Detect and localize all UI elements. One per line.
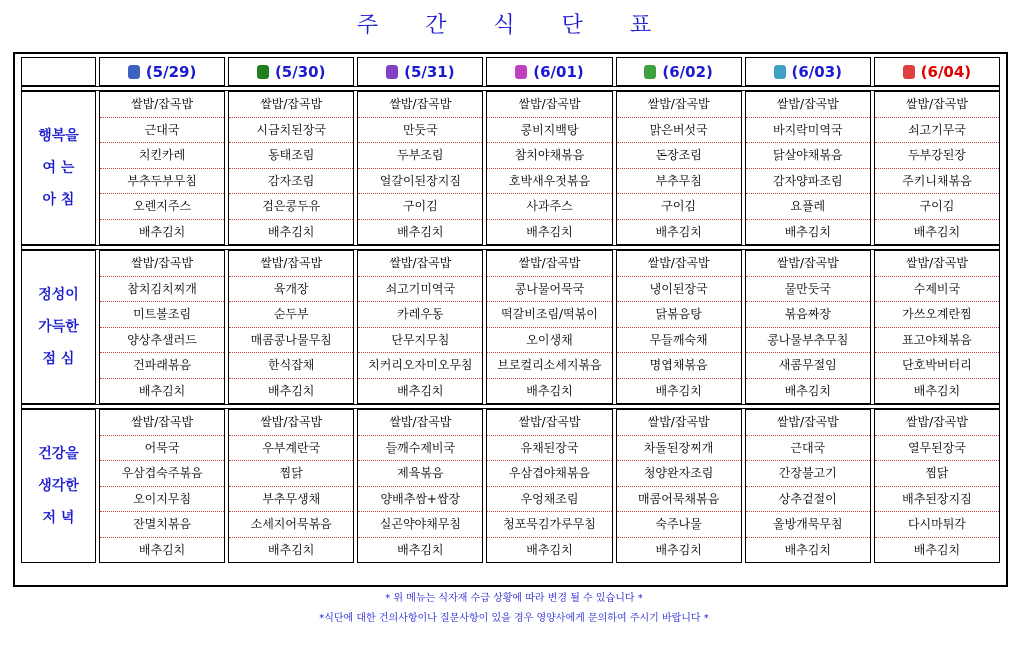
menu-item: 매콤어묵채볶음 <box>617 487 741 513</box>
menu-item: 배추김치 <box>138 224 186 239</box>
menu-cell <box>874 250 1000 404</box>
menu-item: 청양완자조림 <box>617 461 741 487</box>
menu-item: 쌀밥/잡곡밥 <box>487 251 611 277</box>
day-header: (6/03) <box>745 57 871 86</box>
menu-item: 쌀밥/잡곡밥 <box>875 92 999 118</box>
menu-cell <box>616 409 742 563</box>
menu-item: 단무지무침 <box>358 328 482 354</box>
menu-item: 배추김치 <box>397 224 444 239</box>
menu-item: 두부조림 <box>358 143 482 169</box>
menu-item: 쌀밥/잡곡밥 <box>617 92 741 118</box>
menu-cell <box>357 409 483 563</box>
menu-item: 배추김치 <box>655 224 702 239</box>
day-header: (5/31) <box>357 57 483 86</box>
menu-item: 배추김치 <box>138 542 186 557</box>
meal-label-line: 저 녁 <box>42 510 75 526</box>
menu-item: 쌀밥/잡곡밥 <box>746 92 870 118</box>
menu-item: 오이지무침 <box>100 487 224 513</box>
menu-item: 요플레 <box>746 194 870 220</box>
menu-cell <box>616 250 742 404</box>
menu-item: 쌀밥/잡곡밥 <box>875 410 999 436</box>
menu-item: 청포묵김가루무침 <box>487 512 611 538</box>
menu-item: 볶음짜장 <box>746 302 870 328</box>
menu-cell <box>486 91 612 245</box>
menu-item: 잔멸치볶음 <box>100 512 224 538</box>
menu-item: 돈장조림 <box>617 143 741 169</box>
menu-item: 차돌된장찌개 <box>617 436 741 462</box>
menu-item: 쌀밥/잡곡밥 <box>617 410 741 436</box>
menu-item: 쌀밥/잡곡밥 <box>746 251 870 277</box>
menu-item: 숙주나물 <box>617 512 741 538</box>
menu-cell <box>357 91 483 245</box>
menu-item: 배추김치 <box>268 383 315 398</box>
day-header: (6/04) <box>874 57 1000 86</box>
menu-item: 닭살야채볶음 <box>746 143 870 169</box>
menu-item: 배추김치 <box>526 383 573 398</box>
menu-item: 유채된장국 <box>487 436 611 462</box>
menu-item: 사과주스 <box>487 194 611 220</box>
menu-item: 배추김치 <box>913 224 961 239</box>
menu-item: 구이김 <box>875 194 999 220</box>
menu-item: 가쓰오계란찜 <box>875 302 999 328</box>
meal-label-line: 정성이 <box>38 287 79 303</box>
menu-cell <box>228 409 354 563</box>
flower-icon <box>257 65 269 79</box>
menu-item: 냉이된장국 <box>617 277 741 303</box>
menu-item: 콩비지백탕 <box>487 118 611 144</box>
menu-item: 치킨카레 <box>100 143 224 169</box>
menu-item: 다시마튀각 <box>875 512 999 538</box>
menu-item: 오렌지주스 <box>100 194 224 220</box>
menu-item: 쌀밥/잡곡밥 <box>100 92 224 118</box>
menu-item: 쌀밥/잡곡밥 <box>100 410 224 436</box>
menu-item: 육개장 <box>229 277 353 303</box>
menu-item: 참치김치찌개 <box>100 277 224 303</box>
menu-item: 우삼겹야채볶음 <box>487 461 611 487</box>
menu-item: 맑은버섯국 <box>617 118 741 144</box>
flower-icon <box>515 65 527 79</box>
menu-item: 오이생채 <box>487 328 611 354</box>
flower-icon <box>128 65 140 79</box>
menu-item: 근대국 <box>100 118 224 144</box>
flower-icon <box>386 65 398 79</box>
menu-item: 배추김치 <box>913 542 961 557</box>
menu-item: 치커리오자미오무침 <box>358 353 482 379</box>
meal-label-line: 행복을 <box>38 128 79 144</box>
menu-item: 참치야채볶음 <box>487 143 611 169</box>
flower-icon <box>774 65 786 79</box>
menu-item: 새콤무절임 <box>746 353 870 379</box>
menu-item: 미트볼조림 <box>100 302 224 328</box>
menu-item: 물만둣국 <box>746 277 870 303</box>
menu-item: 배추김치 <box>526 224 573 239</box>
menu-item: 양배추쌈+쌈장 <box>358 487 482 513</box>
menu-item: 콩나물부추무침 <box>746 328 870 354</box>
menu-item: 우부계란국 <box>229 436 353 462</box>
menu-cell <box>99 91 225 245</box>
menu-item: 양상추샐러드 <box>100 328 224 354</box>
menu-cell <box>357 250 483 404</box>
menu-item: 쌀밥/잡곡밥 <box>100 251 224 277</box>
menu-item: 쇠고기미역국 <box>358 277 482 303</box>
day-header: (6/01) <box>486 57 612 86</box>
menu-item: 근대국 <box>746 436 870 462</box>
meal-label <box>21 409 96 563</box>
menu-item: 올방개묵무침 <box>746 512 870 538</box>
notice-change: * 위 메뉴는 식자재 수급 상황에 따라 변경 될 수 있습니다 * <box>385 593 643 604</box>
meal-label-line: 점 심 <box>42 351 75 367</box>
menu-cell <box>486 250 612 404</box>
menu-item: 간장불고기 <box>746 461 870 487</box>
menu-item: 구이김 <box>358 194 482 220</box>
day-header: (5/29) <box>99 57 225 86</box>
menu-item: 쌀밥/잡곡밥 <box>229 251 353 277</box>
menu-item: 배추김치 <box>268 224 315 239</box>
menu-item: 배추김치 <box>268 542 315 557</box>
menu-item: 쌀밥/잡곡밥 <box>358 251 482 277</box>
menu-item: 동태조림 <box>229 143 353 169</box>
menu-item: 찜닭 <box>875 461 999 487</box>
corner-cell <box>21 57 96 86</box>
meal-row <box>21 409 1000 563</box>
meal-label <box>21 91 96 245</box>
meal-row <box>21 91 1000 245</box>
menu-item: 단호박버터리 <box>875 353 999 379</box>
menu-item: 배추김치 <box>397 383 444 398</box>
menu-item: 한식잡채 <box>229 353 353 379</box>
menu-item: 카레우동 <box>358 302 482 328</box>
menu-cell <box>745 409 871 563</box>
menu-item: 찜닭 <box>229 461 353 487</box>
menu-item: 검은콩두유 <box>229 194 353 220</box>
weekly-menu-table <box>18 57 1003 563</box>
menu-item: 건파래볶음 <box>100 353 224 379</box>
menu-item: 우삼겹숙주볶음 <box>100 461 224 487</box>
menu-item: 두부강된장 <box>875 143 999 169</box>
menu-cell <box>228 250 354 404</box>
menu-item: 무들깨숙채 <box>617 328 741 354</box>
meal-label-line: 가득한 <box>38 319 79 335</box>
menu-item: 쌀밥/잡곡밥 <box>617 251 741 277</box>
menu-item: 떡갈비조림/떡볶이 <box>487 302 611 328</box>
menu-cell <box>745 250 871 404</box>
day-header: (6/02) <box>616 57 742 86</box>
flower-icon <box>644 65 656 79</box>
menu-item: 얼갈이된장지짐 <box>358 169 482 195</box>
menu-item: 들깨수제비국 <box>358 436 482 462</box>
menu-item: 부추무생채 <box>229 487 353 513</box>
menu-item: 만둣국 <box>358 118 482 144</box>
menu-item: 브로컬리소세지볶음 <box>487 353 611 379</box>
menu-item: 표고야채볶음 <box>875 328 999 354</box>
menu-item: 쇠고기무국 <box>875 118 999 144</box>
menu-item: 명엽채볶음 <box>617 353 741 379</box>
menu-item: 소세지어묵볶음 <box>229 512 353 538</box>
menu-cell <box>99 409 225 563</box>
menu-item: 매콤콩나물무침 <box>229 328 353 354</box>
header-row <box>21 57 1000 86</box>
menu-item: 어묵국 <box>100 436 224 462</box>
menu-item: 상추겉절이 <box>746 487 870 513</box>
menu-item: 쌀밥/잡곡밥 <box>229 410 353 436</box>
menu-table-frame <box>13 52 1008 587</box>
meal-label-line: 아 침 <box>42 192 75 208</box>
menu-item: 배추김치 <box>784 383 831 398</box>
menu-item: 콩나물어묵국 <box>487 277 611 303</box>
menu-item: 배추김치 <box>784 224 831 239</box>
menu-item: 감자양파조림 <box>746 169 870 195</box>
menu-item: 쌀밥/잡곡밥 <box>487 92 611 118</box>
flower-icon <box>903 65 915 79</box>
menu-item: 배추김치 <box>397 542 444 557</box>
menu-cell <box>874 409 1000 563</box>
notice-contact: *식단에 대한 건의사항이나 질문사항이 있을 경우 영양사에게 문의하여 주시기 바랍니다 * <box>319 613 709 624</box>
menu-item: 호박새우젓볶음 <box>487 169 611 195</box>
menu-cell <box>745 91 871 245</box>
meal-row <box>21 250 1000 404</box>
menu-item: 쌀밥/잡곡밥 <box>358 410 482 436</box>
menu-cell <box>99 250 225 404</box>
menu-item: 구이김 <box>617 194 741 220</box>
menu-cell <box>874 91 1000 245</box>
menu-item: 쌀밥/잡곡밥 <box>358 92 482 118</box>
menu-item: 열무된장국 <box>875 436 999 462</box>
menu-item: 쌀밥/잡곡밥 <box>875 251 999 277</box>
menu-item: 배추김치 <box>784 542 831 557</box>
menu-item: 쌀밥/잡곡밥 <box>487 410 611 436</box>
menu-item: 쌀밥/잡곡밥 <box>229 92 353 118</box>
menu-item: 제육볶음 <box>358 461 482 487</box>
menu-item: 수제비국 <box>875 277 999 303</box>
menu-cell <box>228 91 354 245</box>
menu-item: 쌀밥/잡곡밥 <box>746 410 870 436</box>
menu-item: 부추두부무침 <box>100 169 224 195</box>
meal-label-line: 건강을 <box>38 446 79 462</box>
menu-item: 감자조림 <box>229 169 353 195</box>
menu-item: 주키니채볶음 <box>875 169 999 195</box>
menu-item: 배추김치 <box>526 542 573 557</box>
menu-item: 배추김치 <box>655 383 702 398</box>
menu-item: 닭볶음탕 <box>617 302 741 328</box>
day-header: (5/30) <box>228 57 354 86</box>
meal-label-line: 여 는 <box>42 160 75 176</box>
menu-item: 배추김치 <box>913 383 961 398</box>
menu-item: 실곤약야채무침 <box>358 512 482 538</box>
menu-item: 순두부 <box>229 302 353 328</box>
menu-cell <box>616 91 742 245</box>
menu-item: 배추김치 <box>138 383 186 398</box>
meal-label <box>21 250 96 404</box>
menu-item: 시금치된장국 <box>229 118 353 144</box>
page-title: 주 간 식 단 표 <box>356 13 672 38</box>
menu-item: 우엉채조림 <box>487 487 611 513</box>
meal-label-line: 생각한 <box>38 478 79 494</box>
menu-item: 바지락미역국 <box>746 118 870 144</box>
menu-item: 배추김치 <box>655 542 702 557</box>
menu-item: 배추된장지짐 <box>875 487 999 513</box>
menu-item: 부추무침 <box>617 169 741 195</box>
menu-cell <box>486 409 612 563</box>
